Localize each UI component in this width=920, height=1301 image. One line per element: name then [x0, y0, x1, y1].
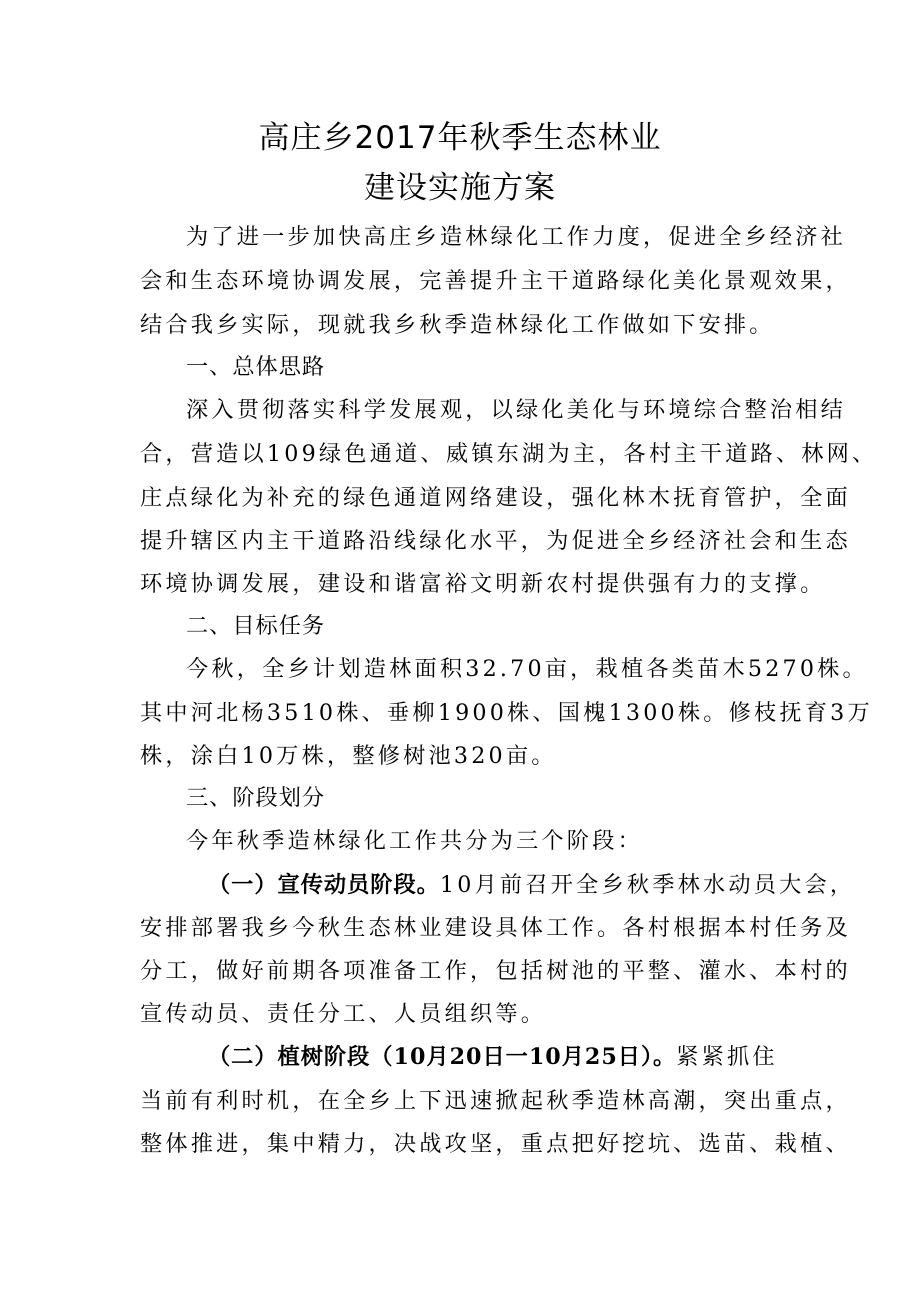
document-title-line-1: 高庄乡2017年秋季生态林业 [258, 120, 662, 156]
intro-line: 为了进一步加快高庄乡造林绿化工作力度，促进全乡经济社 [186, 224, 847, 250]
section3-intro: 今年秋季造林绿化工作共分为三个阶段： [186, 828, 643, 854]
section1-line: 合，营造以109绿色通道、威镇东湖为主，各村主干道路、林网、 [140, 441, 878, 467]
stage2-label: （二）植树阶段（10月20日一10月25日）。 [208, 1044, 677, 1070]
section1-line: 深入贯彻落实科学发展观，以绿化美化与环境综合整治相结 [186, 397, 847, 423]
section1-line: 提升辖区内主干道路沿线绿化水平，为促进全乡经济社会和生态 [140, 528, 851, 554]
stage1-line: 宣传动员、责任分工、人员组织等。 [140, 1001, 547, 1027]
stage1-first-text: 10月前召开全乡秋季林水动员大会， [439, 872, 856, 898]
stage2-line: 整体推进，集中精力，决战攻坚，重点把好挖坑、选苗、栽植、 [140, 1131, 851, 1157]
stage1-label: （一）宣传动员阶段。 [208, 872, 440, 898]
section-heading-targets: 二、目标任务 [186, 613, 326, 639]
section1-line: 庄点绿化为补充的绿色通道网络建设，强化林木抚育管护，全面 [140, 485, 851, 511]
document-title-line-2: 建设实施方案 [364, 170, 556, 206]
section-heading-overall-approach: 一、总体思路 [186, 354, 326, 380]
section2-line: 株，涂白10万株，整修树池320亩。 [140, 743, 557, 769]
intro-line: 会和生态环境协调发展，完善提升主干道路绿化美化景观效果， [140, 268, 851, 294]
stage2-first-text: 紧紧抓住 [676, 1044, 778, 1070]
section-heading-stages: 三、阶段划分 [186, 785, 326, 811]
section2-line: 今秋，全乡计划造林面积32.70亩，栽植各类苗木5270株。 [186, 656, 868, 682]
section1-line: 环境协调发展，建设和谐富裕文明新农村提供强有力的支撑。 [140, 571, 826, 597]
stage1-line: 安排部署我乡今秋生态林业建设具体工作。各村根据本村任务及 [140, 915, 851, 941]
section2-line: 其中河北杨3510株、垂柳1900株、国槐1300株。修枝抚育3万 [140, 700, 873, 726]
stage1-first-line [208, 870, 856, 900]
intro-line: 结合我乡实际，现就我乡秋季造林绿化工作做如下安排。 [140, 312, 775, 338]
stage2-line: 当前有利时机，在全乡上下迅速掀起秋季造林高潮，突出重点， [140, 1088, 851, 1114]
stage2-first-line [208, 1042, 800, 1072]
stage1-line: 分工，做好前期各项准备工作，包括树池的平整、灌水、本村的 [140, 958, 851, 984]
